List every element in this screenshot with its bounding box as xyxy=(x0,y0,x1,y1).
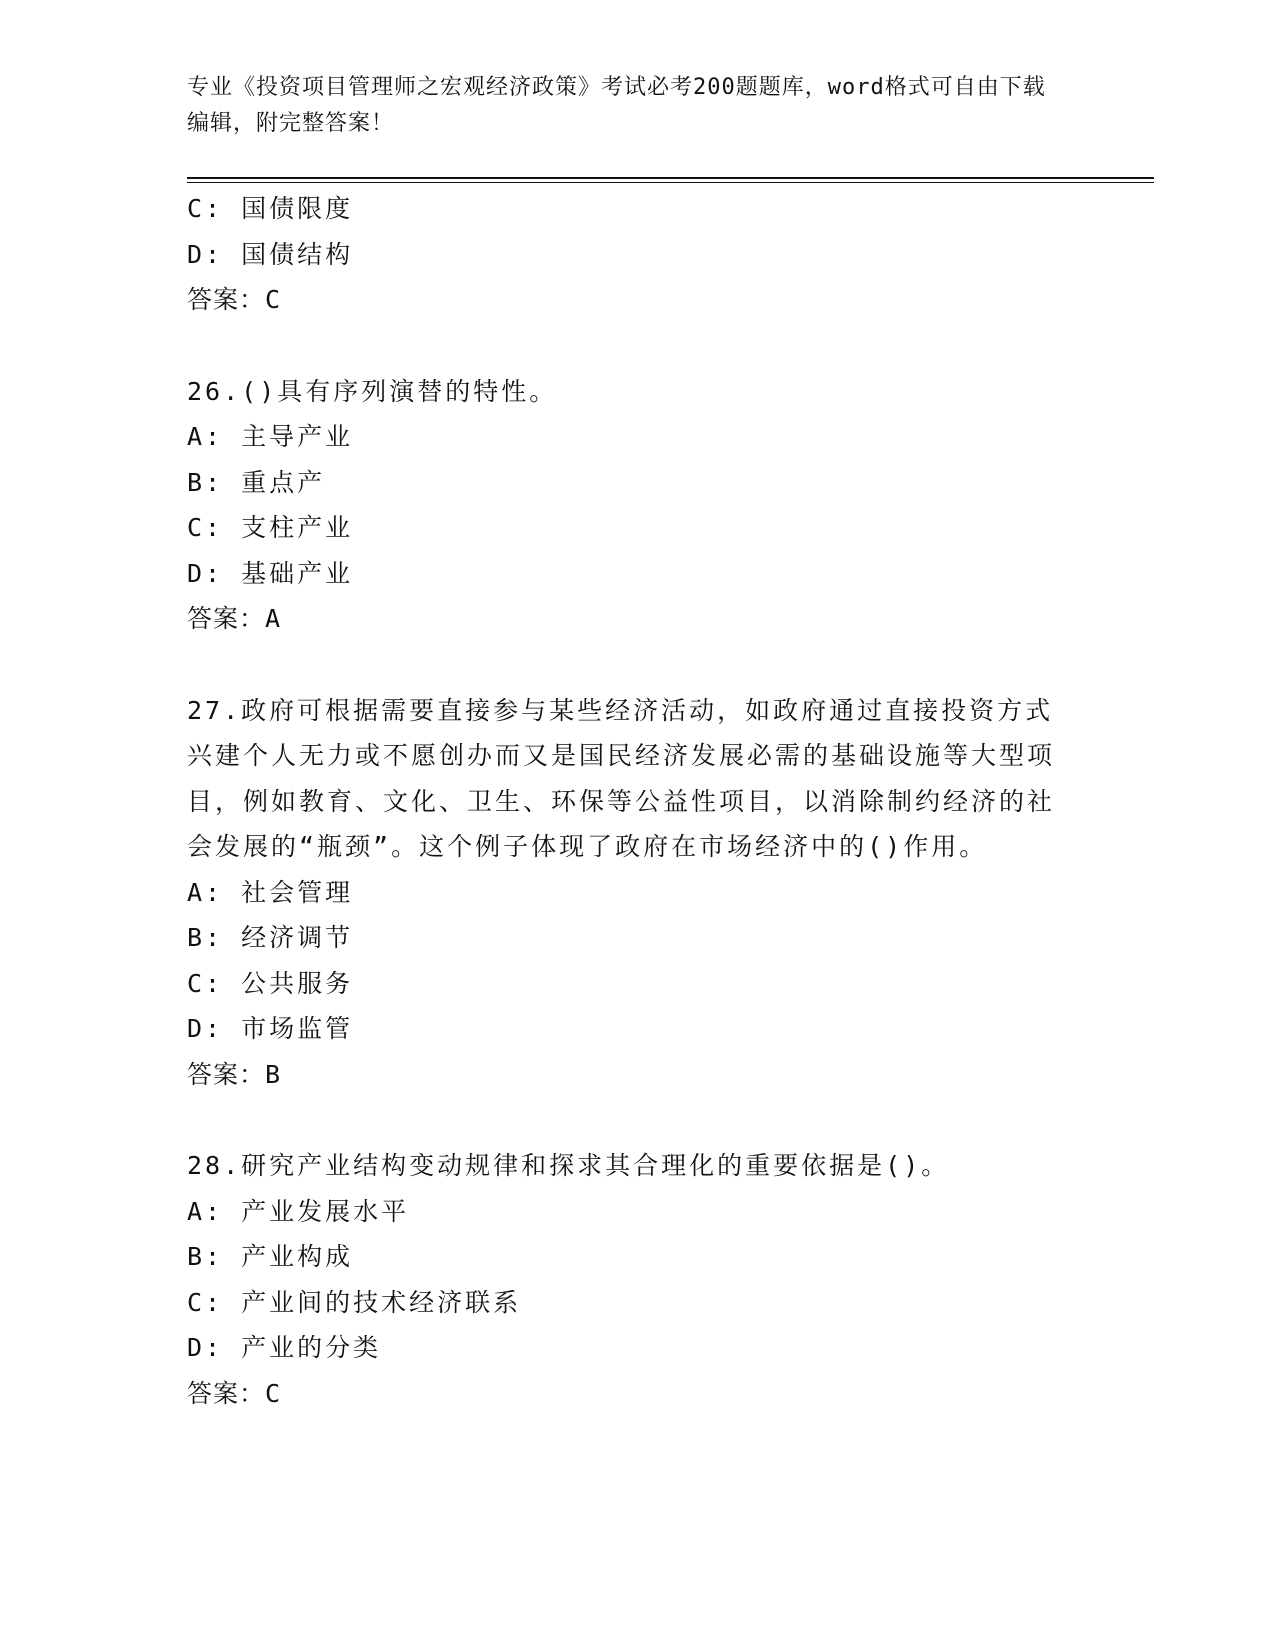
option-d xyxy=(187,232,1067,278)
option-b xyxy=(187,915,1067,961)
question-stem: 28.研究产业结构变动规律和探求其合理化的重要依据是()。 xyxy=(187,1151,950,1180)
option-letter: C: xyxy=(187,194,224,223)
option-letter: B: xyxy=(187,467,224,497)
option-letter: D: xyxy=(187,1014,224,1043)
option-letter: D: xyxy=(187,1333,224,1362)
option-text: 经济调节 xyxy=(241,923,354,952)
option-letter: B: xyxy=(187,923,224,952)
answer-line xyxy=(187,1052,1067,1098)
header-rule-thick xyxy=(187,177,1154,179)
option-text: 市场监管 xyxy=(241,1014,354,1043)
question-block-25 xyxy=(187,186,1067,323)
option-c xyxy=(187,1280,1067,1326)
option-letter: D: xyxy=(187,239,224,269)
question-block-26 xyxy=(187,369,1067,642)
option-letter: A: xyxy=(187,877,224,907)
answer-line xyxy=(187,1371,1067,1417)
option-d xyxy=(187,551,1067,597)
question-block-27 xyxy=(187,688,1067,1098)
option-a xyxy=(187,870,1067,916)
option-text: 产业发展水平 xyxy=(241,1196,410,1226)
header-rule-thin xyxy=(187,182,1154,183)
option-letter: D: xyxy=(187,558,224,588)
answer-line xyxy=(187,596,1067,642)
option-d xyxy=(187,1325,1067,1371)
option-text: 基础产业 xyxy=(241,558,354,588)
option-b xyxy=(187,460,1067,506)
option-a xyxy=(187,414,1067,460)
option-letter: C: xyxy=(187,513,224,542)
option-text: 国债结构 xyxy=(241,239,354,269)
option-d xyxy=(187,1006,1067,1052)
option-text: 公共服务 xyxy=(241,968,354,998)
option-text: 主导产业 xyxy=(241,422,354,451)
answer-label: 答案： xyxy=(187,604,266,633)
option-c xyxy=(187,961,1067,1007)
option-letter: C: xyxy=(187,1287,224,1317)
option-letter: C: xyxy=(187,968,224,998)
option-text: 产业构成 xyxy=(241,1242,354,1271)
option-text: 国债限度 xyxy=(241,194,354,223)
question-list xyxy=(187,186,1067,1416)
answer-value: C xyxy=(265,285,282,314)
header-title: 专业《投资项目管理师之宏观经济政策》考试必考200题题库，word格式可自由下载编辑，附完整答案！ xyxy=(187,75,1046,136)
answer-label: 答案： xyxy=(187,285,266,314)
option-letter: A: xyxy=(187,422,224,451)
option-a xyxy=(187,1189,1067,1235)
option-letter: A: xyxy=(187,1196,224,1226)
question-stem: 26.()具有序列演替的特性。 xyxy=(187,376,558,406)
option-letter: B: xyxy=(187,1242,224,1271)
option-text: 社会管理 xyxy=(241,877,354,907)
option-text: 支柱产业 xyxy=(241,513,354,542)
answer-label: 答案： xyxy=(187,1378,266,1408)
answer-value: B xyxy=(265,1059,282,1089)
option-text: 重点产 xyxy=(241,467,326,497)
answer-value: C xyxy=(265,1378,282,1408)
question-block-28 xyxy=(187,1143,1067,1416)
option-c xyxy=(187,505,1067,551)
answer-value: A xyxy=(265,604,282,633)
page-header xyxy=(187,70,1067,142)
question-stem: 27.政府可根据需要直接参与某些经济活动，如政府通过直接投资方式兴建个人无力或不愿创办而又是国民经济发展必需的基础设施等大型项目，例如教育、文化、卫生、环保等公益性项目，以消除制约经济的社会发展的“瓶颈”。这个例子体现了政府在市场经济中的()作用。 xyxy=(187,695,1056,861)
answer-line xyxy=(187,277,1067,323)
option-b xyxy=(187,1234,1067,1280)
option-c xyxy=(187,186,1067,232)
answer-label: 答案： xyxy=(187,1059,266,1089)
option-text: 产业的分类 xyxy=(241,1333,382,1362)
option-text: 产业间的技术经济联系 xyxy=(241,1287,522,1317)
